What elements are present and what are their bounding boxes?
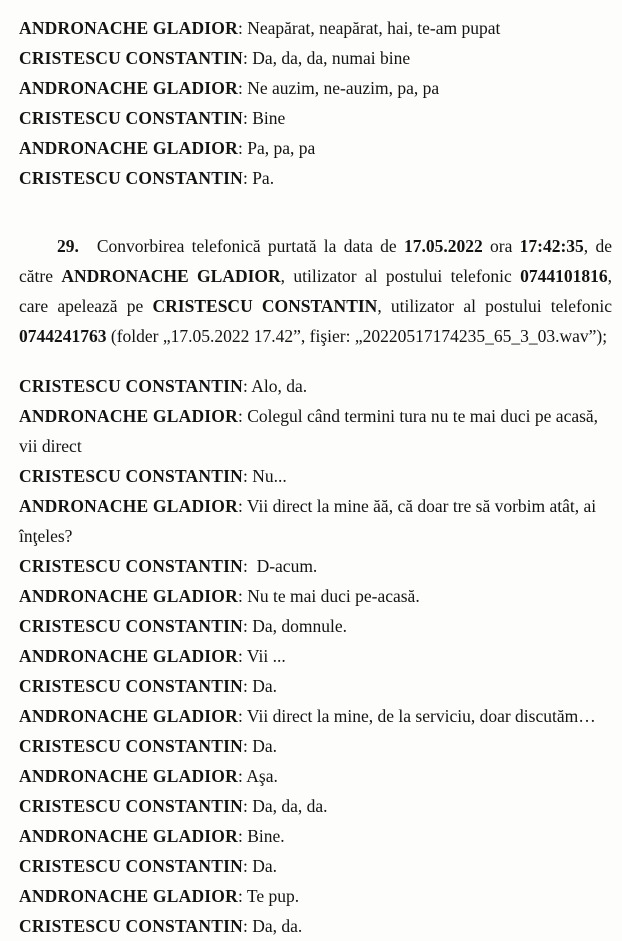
dialogue-line	[19, 671, 612, 701]
speaker-name: CRISTESCU CONSTANTIN	[19, 856, 243, 876]
dialogue-top	[19, 13, 612, 193]
utterance-text: : Da, da, da, numai bine	[242, 48, 411, 68]
intro-segment: 17:42:35	[519, 236, 584, 256]
utterance-text: : Aşa.	[237, 766, 278, 786]
dialogue-line	[19, 551, 612, 581]
dialogue-line	[19, 701, 612, 731]
utterance-text: : Neapărat, neapărat, hai, te-am pupat	[237, 18, 501, 38]
utterance-text: : Bine.	[237, 826, 285, 846]
dialogue-line	[19, 821, 612, 851]
intro-segment: , care apelează pe	[19, 266, 612, 316]
speaker-name: CRISTESCU CONSTANTIN	[19, 466, 243, 486]
dialogue-line	[19, 401, 612, 461]
dialogue-main	[19, 371, 612, 941]
speaker-name: CRISTESCU CONSTANTIN	[19, 108, 243, 128]
speaker-name: CRISTESCU CONSTANTIN	[19, 376, 243, 396]
intro-segment: ora	[482, 236, 520, 256]
dialogue-line	[19, 461, 612, 491]
intro-segment: , utilizator al postului telefonic	[377, 296, 612, 316]
intro-segment: CRISTESCU CONSTANTIN	[152, 296, 378, 316]
speaker-name: ANDRONACHE GLADIOR	[19, 496, 238, 516]
speaker-name: CRISTESCU CONSTANTIN	[19, 736, 243, 756]
dialogue-line	[19, 13, 612, 43]
dialogue-line	[19, 163, 612, 193]
dialogue-line	[19, 761, 612, 791]
dialogue-line	[19, 43, 612, 73]
intro-segment: , utilizator al postului telefonic	[280, 266, 521, 286]
speaker-name: ANDRONACHE GLADIOR	[19, 706, 238, 726]
dialogue-line	[19, 133, 612, 163]
utterance-text: : Da, da, da.	[242, 796, 328, 816]
speaker-name: ANDRONACHE GLADIOR	[19, 826, 238, 846]
utterance-text: : Da.	[242, 736, 277, 756]
dialogue-line	[19, 371, 612, 401]
speaker-name: ANDRONACHE GLADIOR	[19, 406, 238, 426]
utterance-text: : Da.	[242, 856, 277, 876]
utterance-text: : Da, da.	[242, 916, 303, 936]
speaker-name: ANDRONACHE GLADIOR	[19, 766, 238, 786]
intro-segment: , de către	[19, 236, 612, 286]
speaker-name: CRISTESCU CONSTANTIN	[19, 676, 243, 696]
speaker-name: CRISTESCU CONSTANTIN	[19, 796, 243, 816]
utterance-text: : Vii direct la mine, de la serviciu, doar discutăm…	[237, 706, 596, 726]
utterance-text: : Colegul când termini tura nu te mai duci pe acasă, vii direct	[19, 406, 603, 456]
utterance-text: : Da.	[242, 676, 277, 696]
dialogue-line	[19, 103, 612, 133]
dialogue-line	[19, 641, 612, 671]
conversation-number: 29.	[57, 236, 79, 256]
utterance-text: : D-acum.	[242, 556, 318, 576]
utterance-text: : Vii ...	[237, 646, 286, 666]
dialogue-line	[19, 73, 612, 103]
speaker-name: CRISTESCU CONSTANTIN	[19, 916, 243, 936]
speaker-name: ANDRONACHE GLADIOR	[19, 586, 238, 606]
dialogue-line	[19, 911, 612, 941]
utterance-text: : Vii direct la mine ăă, că doar tre să vorbim atât, ai înţeles?	[19, 496, 601, 546]
speaker-name: CRISTESCU CONSTANTIN	[19, 616, 243, 636]
speaker-name: CRISTESCU CONSTANTIN	[19, 48, 243, 68]
intro-segment: 0744241763	[19, 326, 107, 346]
dialogue-line	[19, 731, 612, 761]
dialogue-line	[19, 851, 612, 881]
speaker-name: ANDRONACHE GLADIOR	[19, 646, 238, 666]
dialogue-line	[19, 881, 612, 911]
speaker-name: CRISTESCU CONSTANTIN	[19, 168, 243, 188]
utterance-text: : Alo, da.	[242, 376, 308, 396]
conversation-intro-paragraph	[19, 231, 612, 351]
intro-segment: Convorbirea telefonică purtată la data de	[96, 236, 404, 256]
dialogue-line	[19, 581, 612, 611]
utterance-text: : Te pup.	[237, 886, 300, 906]
dialogue-line	[19, 791, 612, 821]
utterance-text: : Ne auzim, ne-auzim, pa, pa	[237, 78, 440, 98]
intro-segment: 17.05.2022	[403, 236, 483, 256]
speaker-name: ANDRONACHE GLADIOR	[19, 886, 238, 906]
utterance-text: : Pa, pa, pa	[237, 138, 316, 158]
utterance-text: : Bine	[242, 108, 286, 128]
speaker-name: ANDRONACHE GLADIOR	[19, 18, 238, 38]
intro-segment: (folder „17.05.2022 17.42”, fişier: „20220517174235_65_3_03.wav”);	[106, 326, 608, 346]
speaker-name: ANDRONACHE GLADIOR	[19, 78, 238, 98]
dialogue-line	[19, 611, 612, 641]
intro-segments	[19, 236, 612, 346]
utterance-text: : Nu te mai duci pe-acasă.	[237, 586, 420, 606]
dialogue-line	[19, 491, 612, 551]
utterance-text: : Nu...	[242, 466, 287, 486]
utterance-text: : Da, domnule.	[242, 616, 347, 636]
intro-segment: ANDRONACHE GLADIOR	[61, 266, 281, 286]
speaker-name: ANDRONACHE GLADIOR	[19, 138, 238, 158]
intro-segment: 0744101816	[520, 266, 608, 286]
speaker-name: CRISTESCU CONSTANTIN	[19, 556, 243, 576]
utterance-text: : Pa.	[242, 168, 275, 188]
